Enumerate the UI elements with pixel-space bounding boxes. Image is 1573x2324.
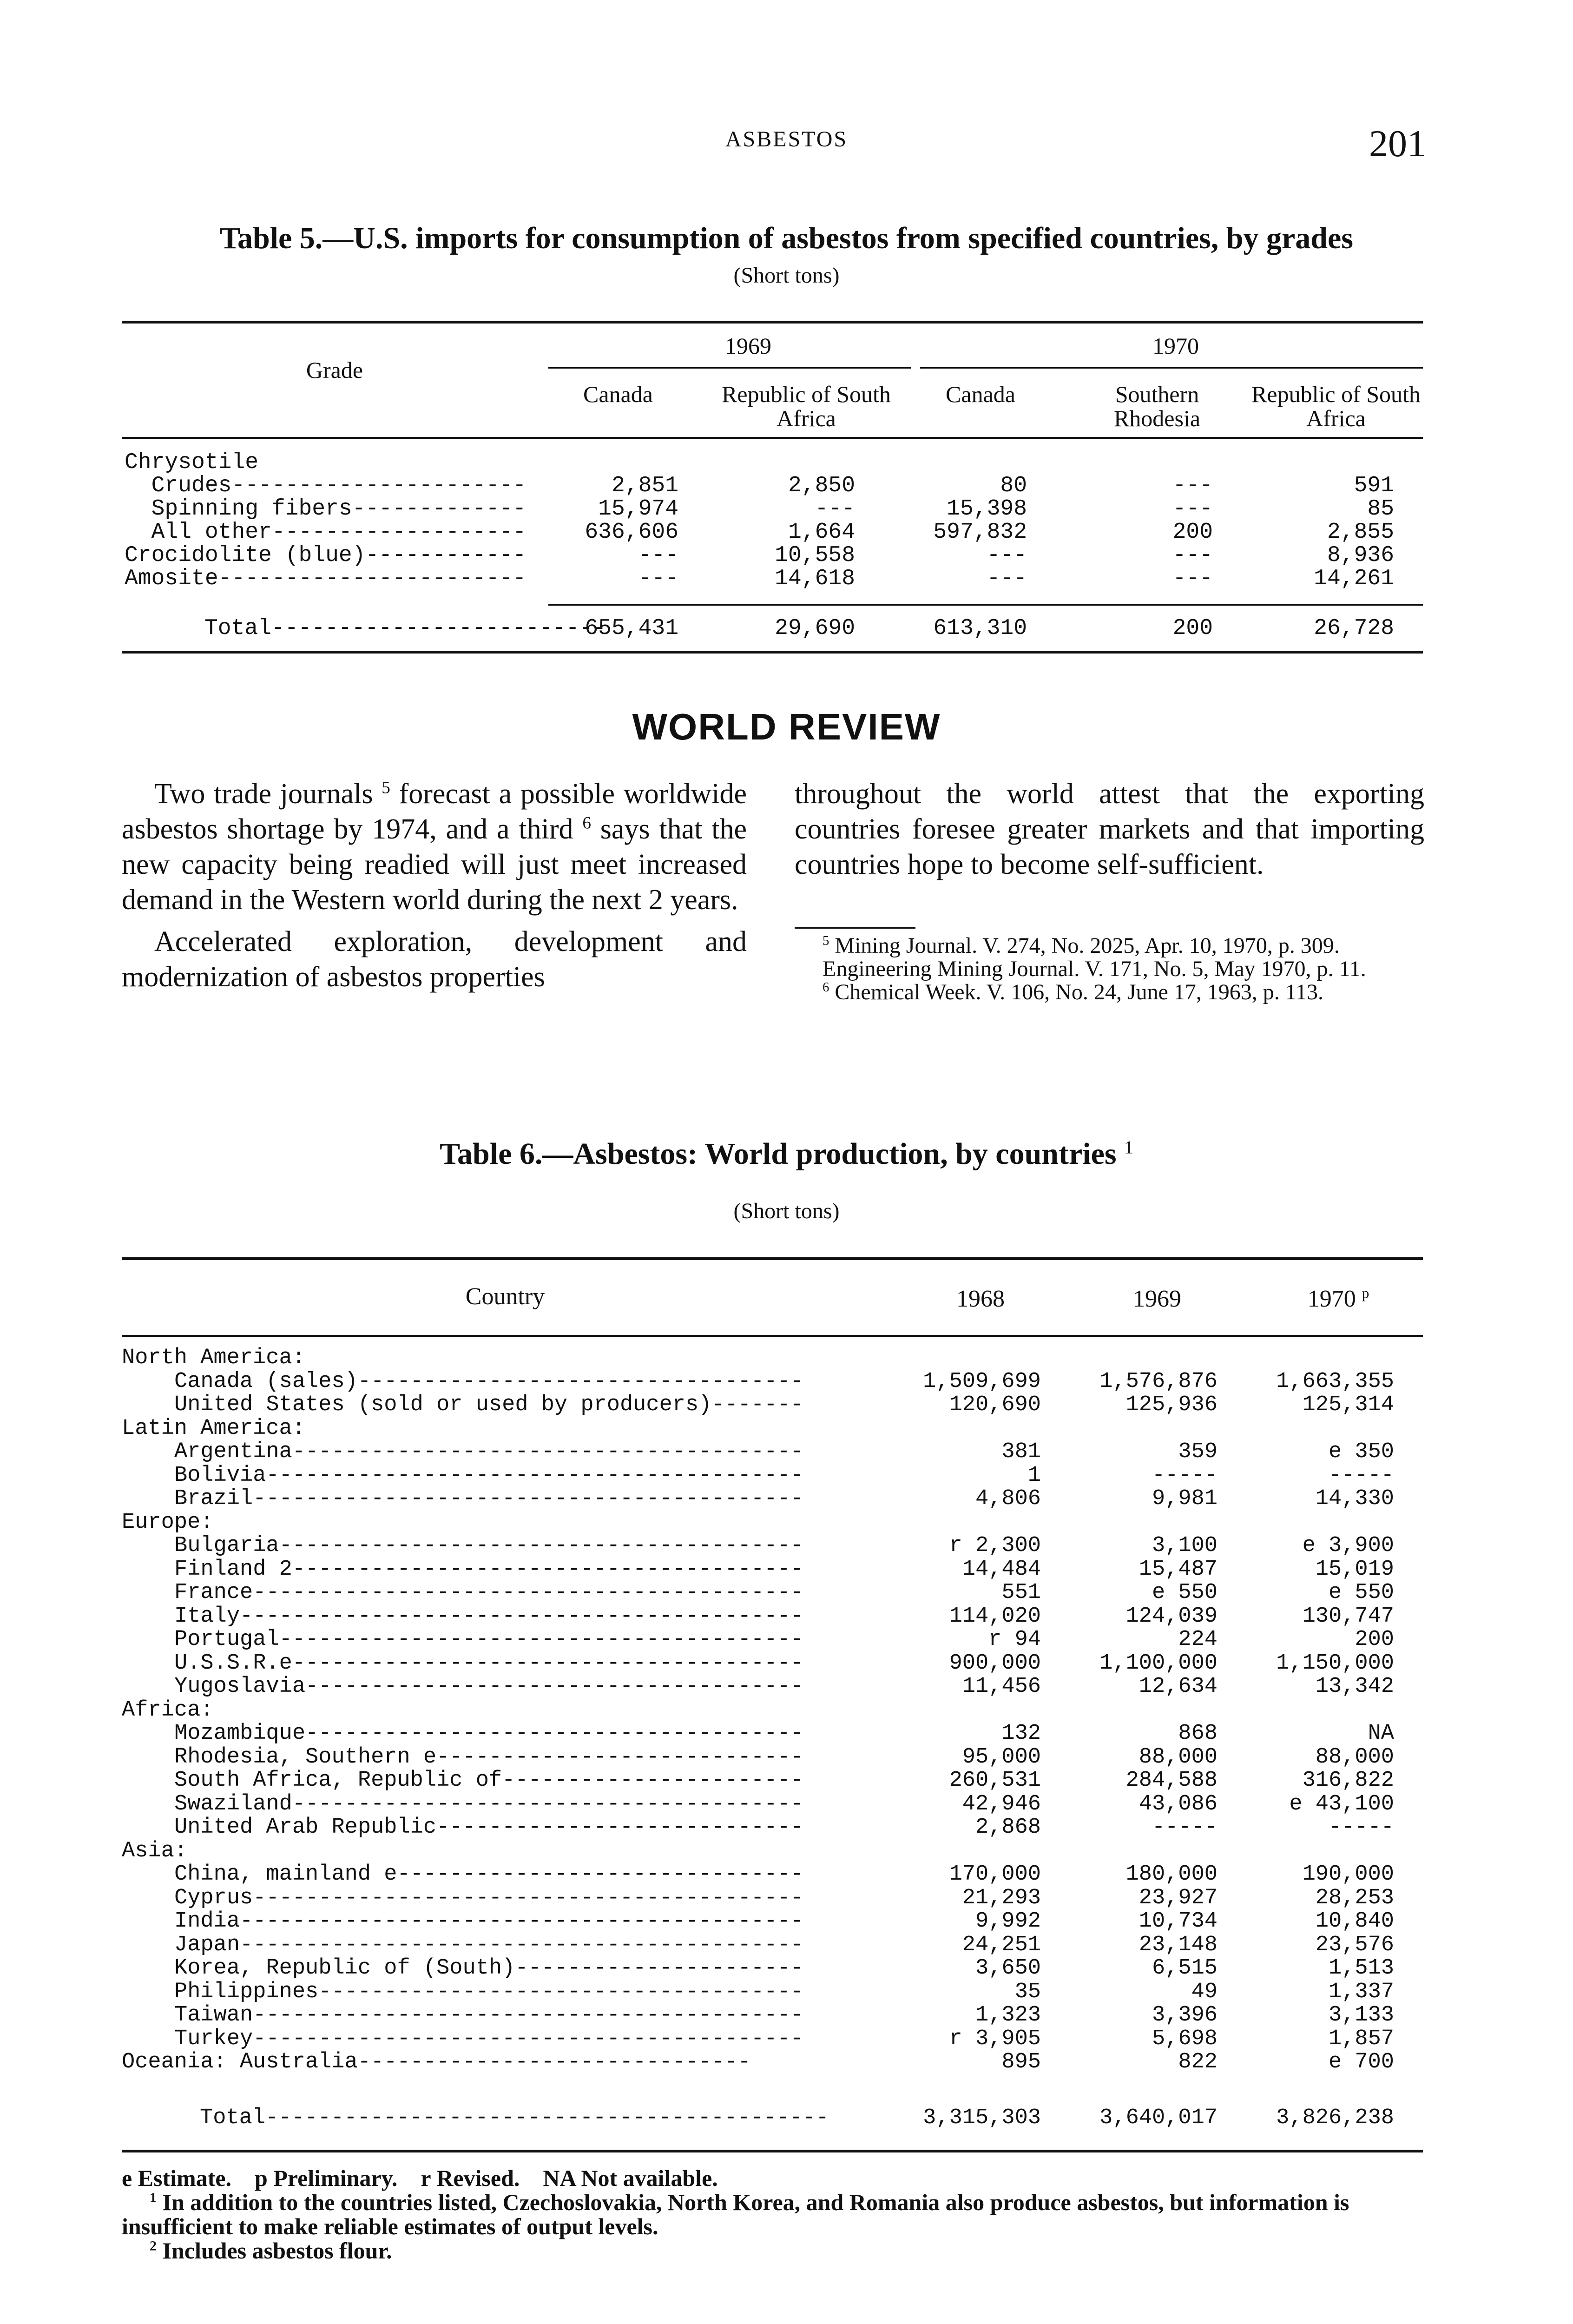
- table5-cell: 80: [1000, 473, 1027, 498]
- note-1-text: In addition to the countries listed, Czechoslovakia, North Korea, and Romania also produce asbestos, but information is insufficient to make reliable estimates of output levels.: [122, 2189, 1349, 2239]
- table6-cell: 5,698: [1152, 2026, 1218, 2051]
- table6-cell: 24,251: [962, 1932, 1041, 1957]
- footnotes: [795, 934, 1424, 1004]
- table6-cell: -----: [1152, 1463, 1218, 1488]
- table6-cell: 868: [1178, 1721, 1218, 1746]
- table6-cell: e 43,100: [1289, 1791, 1394, 1816]
- table6-cell: 260,531: [949, 1768, 1041, 1793]
- table6-cell: 23,576: [1315, 1932, 1394, 1957]
- table5-row-label: Spinning fibers-------------: [125, 496, 527, 522]
- table6-row-label: Mozambique--------------------------------------: [174, 1721, 803, 1746]
- table5-top-rule: [122, 321, 1423, 324]
- table6-cell: 124,039: [1125, 1604, 1218, 1629]
- table6-row-label: Yugoslavia--------------------------------------: [174, 1674, 803, 1699]
- table5-cell: 85: [1367, 496, 1394, 522]
- table6-cell: 200: [1355, 1627, 1394, 1652]
- table6-cell: e 550: [1328, 1580, 1394, 1605]
- preliminary-mark: p: [1362, 1285, 1369, 1301]
- table5-row-label: Crocidolite (blue)------------: [125, 543, 527, 568]
- table6-cell: r 2,300: [949, 1533, 1041, 1558]
- table6-row-label: Turkey------------------------------------------: [174, 2026, 803, 2051]
- table5-total-rule: [548, 604, 1423, 606]
- table6-total-cell: 3,315,303: [923, 2106, 1041, 2130]
- footnote-6-text: Chemical Week. V. 106, No. 24, June 17, 1963, p. 113.: [835, 980, 1324, 1004]
- leader-dots: ------------------------------: [357, 2050, 751, 2074]
- table6-cell: 14,484: [962, 1557, 1041, 1582]
- table6-row-label: Asia:: [122, 1838, 188, 1863]
- table6-cell: 28,253: [1315, 1885, 1394, 1910]
- table6-col-1969: 1969: [1133, 1286, 1181, 1312]
- table6-cell: 1,663,355: [1276, 1369, 1394, 1394]
- table6-cell: 359: [1178, 1439, 1218, 1464]
- table6-row-label: Oceania: Australia------------------------------: [122, 2050, 751, 2074]
- footnote-ref-6: 6: [582, 813, 591, 833]
- leader-dots: -------: [711, 1393, 803, 1417]
- footnote-6-mark: 6: [823, 980, 829, 995]
- leader-dots: -------------------------------------------: [240, 1932, 803, 1957]
- leader-dots: -----------------------: [502, 1768, 803, 1793]
- leader-dots: ------------------------------------------: [253, 2003, 803, 2027]
- leader-dots: -------------------------: [271, 616, 606, 641]
- table6-title-text: Table 6.—Asbestos: World production, by countries: [440, 1137, 1117, 1171]
- table5-cell: 597,832: [933, 520, 1027, 545]
- table5-col-rsa-1969: Republic of South Africa: [722, 381, 891, 431]
- table6-cell: 170,000: [949, 1862, 1041, 1887]
- table6-cell: e 550: [1152, 1580, 1218, 1605]
- table5-total-cell: 26,728: [1314, 616, 1394, 641]
- table6-cell: 15,487: [1139, 1557, 1218, 1582]
- table5-cell: ---: [638, 566, 678, 591]
- table6-cell: 316,822: [1302, 1768, 1394, 1793]
- leader-dots: ----------------------------: [436, 1744, 803, 1769]
- footnote-6: [795, 981, 1424, 1004]
- table6-row-label: Japan-------------------------------------------: [174, 1932, 803, 1957]
- table5-cell: 15,974: [598, 496, 678, 522]
- table6-row-label: Philippines-------------------------------------: [174, 1979, 803, 2004]
- leader-dots: ----------------------------------: [357, 1369, 803, 1394]
- table6-cell: 381: [1001, 1439, 1041, 1464]
- table6-cell: 43,086: [1139, 1791, 1218, 1816]
- leader-dots: ----------------------: [515, 1956, 803, 1981]
- table5-cell: ---: [1172, 496, 1213, 522]
- table6-row-label: United States (sold or used by producers)-------: [174, 1393, 803, 1417]
- leader-dots: ---------------------------------------: [292, 1439, 803, 1464]
- leader-dots: --------------------------------------: [305, 1721, 803, 1746]
- table5-cell: ---: [987, 566, 1027, 591]
- leader-dots: ------------------------------------------: [253, 1486, 803, 1511]
- right-paragraph-1: throughout the world attest that the exporting countries foresee greater markets and that importing countries hope to become self-sufficient.: [795, 778, 1424, 880]
- table6-cell: 822: [1178, 2050, 1218, 2074]
- table5-total-cell: 613,310: [933, 616, 1027, 641]
- table5-year-1970: 1970: [1152, 333, 1199, 359]
- table6-cell: 1,100,000: [1099, 1651, 1218, 1676]
- table6-col-country: Country: [465, 1283, 545, 1310]
- table5-cell: 200: [1172, 520, 1213, 545]
- table6-row-label: Cyprus------------------------------------------: [174, 1885, 803, 1910]
- table6-cell: 900,000: [949, 1651, 1041, 1676]
- table6-cell: 10,840: [1315, 1909, 1394, 1934]
- table5-cell: 10,558: [775, 543, 855, 568]
- table6-cell: 180,000: [1125, 1862, 1218, 1887]
- footnote-5: [795, 934, 1424, 957]
- leader-dots: -------------------------------------------: [240, 1604, 803, 1629]
- leader-dots: -------------------------------------------: [265, 2106, 829, 2130]
- table6-row-label: Brazil------------------------------------------: [174, 1486, 803, 1511]
- table5-cell: 14,261: [1314, 566, 1394, 591]
- table6-row-label: Finland 2---------------------------------------: [174, 1557, 803, 1582]
- right-column: [795, 776, 1424, 882]
- table5-bottom-rule: [122, 651, 1423, 654]
- leader-dots: ------------------------------------------: [253, 1885, 803, 1910]
- table6-cell: 11,456: [962, 1674, 1041, 1699]
- table6-cell: 3,133: [1328, 2003, 1394, 2027]
- table5-cell: ---: [1172, 473, 1213, 498]
- table5-row-label: Chrysotile: [125, 450, 259, 475]
- table6-row-label: Canada (sales)----------------------------------: [174, 1369, 803, 1394]
- table6-total-cell: 3,826,238: [1276, 2106, 1394, 2130]
- table6-cell: -----: [1328, 1815, 1394, 1840]
- table6-cell: 125,314: [1302, 1393, 1394, 1417]
- table6-col-1968: 1968: [956, 1286, 1005, 1312]
- note-1-mark: 1: [150, 2190, 157, 2205]
- table6-row-label: Argentina---------------------------------------: [174, 1439, 803, 1464]
- leader-dots: -----------------------------------------: [266, 1463, 803, 1488]
- left-paragraph-2: Accelerated exploration, development and modernization of asbestos properties: [122, 926, 747, 993]
- leader-dots: -------------------------------------: [318, 1979, 803, 2004]
- table6-cell: 6,515: [1152, 1956, 1218, 1981]
- table6-row-label: Taiwan------------------------------------------: [174, 2003, 803, 2027]
- leader-dots: -------------------------------: [397, 1862, 803, 1887]
- table6-row-label: France------------------------------------------: [174, 1580, 803, 1605]
- table5-cell: 2,851: [611, 473, 678, 498]
- table6-row-label: Bulgaria----------------------------------------: [174, 1533, 803, 1558]
- table5-cell: 1,664: [788, 520, 855, 545]
- table6-top-rule: [122, 1257, 1423, 1260]
- note-2: [122, 2238, 1414, 2263]
- left-paragraph-1: [122, 776, 747, 918]
- table6-title-ref: 1: [1124, 1137, 1133, 1157]
- table6-row-label: Latin America:: [122, 1416, 305, 1441]
- table6-row-label: India-------------------------------------------: [174, 1909, 803, 1934]
- table6-cell: 10,734: [1139, 1909, 1218, 1934]
- table5-cell: 2,850: [788, 473, 855, 498]
- note-2-text: Includes asbestos flour.: [162, 2238, 392, 2264]
- table5-subtitle: (Short tons): [733, 263, 840, 288]
- table6-row-label: Europe:: [122, 1510, 214, 1535]
- table5-total-cell: 200: [1172, 616, 1213, 641]
- table6-cell: 4,806: [975, 1486, 1041, 1511]
- table6-cell: 3,650: [975, 1956, 1041, 1981]
- table6-cell: r 94: [988, 1627, 1041, 1652]
- table6-cell: 1,576,876: [1099, 1369, 1218, 1394]
- leader-dots: -------------------------------------------: [240, 1909, 803, 1934]
- table5-cell: ---: [987, 543, 1027, 568]
- table6-cell: e 700: [1328, 2050, 1394, 2074]
- table6-cell: NA: [1368, 1721, 1394, 1746]
- table6-cell: 12,634: [1139, 1674, 1218, 1699]
- table6-row-label: Swaziland---------------------------------------: [174, 1791, 803, 1816]
- leader-dots: ---------------------------------------: [292, 1557, 803, 1582]
- table6-subtitle: (Short tons): [733, 1199, 840, 1223]
- footnote-5-mark: 5: [823, 933, 829, 948]
- table5-title: Table 5.—U.S. imports for consumption of asbestos from specified countries, by grades: [219, 221, 1353, 255]
- table6-cell: 21,293: [962, 1885, 1041, 1910]
- table6-cell: 42,946: [962, 1791, 1041, 1816]
- table6-cell: 15,019: [1315, 1557, 1394, 1582]
- table6-cell: 23,148: [1139, 1932, 1218, 1957]
- table5-total-label: Total-------------------------: [204, 616, 606, 641]
- table6-cell: 1,857: [1328, 2026, 1394, 2051]
- table6-cell: 1,509,699: [923, 1369, 1041, 1394]
- table6-cell: 88,000: [1315, 1744, 1394, 1769]
- table6-total-cell: 3,640,017: [1099, 2106, 1218, 2130]
- table5-cell: 14,618: [775, 566, 855, 591]
- table6-cell: 551: [1001, 1580, 1041, 1605]
- table5-1969-rule: [548, 367, 911, 369]
- table6-cell: e 350: [1328, 1439, 1394, 1464]
- leader-dots: -------------: [352, 496, 527, 522]
- table6-row-label: Korea, Republic of (South)----------------------: [174, 1956, 803, 1981]
- table6-cell: e 3,900: [1302, 1533, 1394, 1558]
- table5-col-canada-1969: Canada: [583, 381, 653, 407]
- table6-cell: 3,396: [1152, 2003, 1218, 2027]
- table6-cell: r 3,905: [949, 2026, 1041, 2051]
- table5-cell: 591: [1354, 473, 1394, 498]
- table6-cell: 132: [1001, 1721, 1041, 1746]
- table6-notes: [122, 2166, 1414, 2263]
- table6-row-label: United Arab Republic----------------------------: [174, 1815, 803, 1840]
- table6-cell: 1,513: [1328, 1956, 1394, 1981]
- table6-col-1970: [1269, 1285, 1408, 1313]
- table6-cell: 2,868: [975, 1815, 1041, 1840]
- left-p1-c: says that the new capacity being readied will just meet increased demand in the Western world during the next 2 years.: [122, 813, 747, 916]
- table5-total-cell: 29,690: [775, 616, 855, 641]
- footnote-5b: Engineering Mining Journal. V. 171, No. 5, May 1970, p. 11.: [823, 957, 1366, 981]
- table5-year-1969: 1969: [725, 333, 771, 359]
- table6-cell: 49: [1191, 1979, 1218, 2004]
- table6-cell: 14,330: [1315, 1486, 1394, 1511]
- table6-cell: 23,927: [1139, 1885, 1218, 1910]
- table6-cell: 224: [1178, 1627, 1218, 1652]
- table6-title: [0, 1136, 1573, 1172]
- table6-cell: 1,337: [1328, 1979, 1394, 2004]
- note-2-mark: 2: [150, 2238, 157, 2254]
- leader-dots: ----------------------: [231, 473, 527, 498]
- table6-row-label: South Africa, Republic of-----------------------: [174, 1768, 803, 1793]
- table6-bottom-rule: [122, 2150, 1423, 2152]
- table6-cell: 35: [1014, 1979, 1041, 2004]
- leader-dots: ------------: [365, 543, 527, 568]
- table6-cell: 9,981: [1152, 1486, 1218, 1511]
- table5-grade-header: Grade: [306, 357, 363, 383]
- leader-dots: ----------------------------------------: [279, 1627, 803, 1652]
- table6-header-rule: [122, 1335, 1423, 1337]
- table6-cell: -----: [1152, 1815, 1218, 1840]
- table5-cell: ---: [1172, 543, 1213, 568]
- left-column: [122, 776, 747, 995]
- table6-row-label: Italy-------------------------------------------: [174, 1604, 803, 1629]
- leader-dots: --------------------------------------: [305, 1674, 803, 1699]
- table5-cell: 8,936: [1327, 543, 1394, 568]
- table5-1970-rule: [920, 367, 1423, 369]
- leader-dots: ------------------------------------------: [253, 2026, 803, 2051]
- leader-dots: -----------------------: [218, 566, 527, 591]
- left-p1-b: forecast a possible worldwide asbestos shortage by 1974, and a third: [122, 778, 747, 845]
- table5-col-canada-1970: Canada: [946, 381, 1015, 407]
- note-1: [122, 2190, 1414, 2238]
- leader-dots: ----------------------------: [436, 1815, 803, 1840]
- table5-header-rule: [122, 437, 1423, 439]
- table5-row-label: All other-------------------: [125, 520, 527, 545]
- notes-legend: e Estimate. p Preliminary. r Revised. NA Not available.: [122, 2165, 718, 2191]
- table5-cell: 2,855: [1327, 520, 1394, 545]
- table6-cell: 95,000: [962, 1744, 1041, 1769]
- table6-row-label: Rhodesia, Southern e----------------------------: [174, 1744, 803, 1769]
- table6-cell: 88,000: [1139, 1744, 1218, 1769]
- leader-dots: ---------------------------------------: [292, 1791, 803, 1816]
- footnote-5-text: Mining Journal. V. 274, No. 2025, Apr. 10, 1970, p. 309.: [835, 933, 1340, 958]
- table6-col-1970-year: 1970: [1307, 1286, 1356, 1312]
- table5-cell: 636,606: [585, 520, 678, 545]
- table5-row-label: Amosite-----------------------: [125, 566, 527, 591]
- table6-cell: 120,690: [949, 1393, 1041, 1417]
- table6-row-label: Africa:: [122, 1697, 214, 1723]
- table5-col-rhodesia-1970: Southern Rhodesia: [1113, 381, 1201, 431]
- table6-cell: 3,100: [1152, 1533, 1218, 1558]
- table6-cell: 130,747: [1302, 1604, 1394, 1629]
- leader-dots: -------------------: [271, 520, 527, 545]
- footnote-ref-5: 5: [382, 778, 390, 798]
- table6-cell: 125,936: [1125, 1393, 1218, 1417]
- leader-dots: ----------------------------------------: [279, 1533, 803, 1558]
- table5-cell: 15,398: [947, 496, 1027, 522]
- table6-cell: 9,992: [975, 1909, 1041, 1934]
- table6-cell: 1: [1027, 1463, 1041, 1488]
- table5-cell: ---: [815, 496, 855, 522]
- table6-cell: -----: [1328, 1463, 1394, 1488]
- table5-cell: ---: [1172, 566, 1213, 591]
- left-p1-a: Two trade journals: [154, 778, 373, 810]
- table6-cell: 284,588: [1125, 1768, 1218, 1793]
- world-review-heading: WORLD REVIEW: [632, 706, 941, 747]
- table6-total-label: Total-------------------------------------------: [200, 2106, 829, 2130]
- table6-cell: 1,323: [975, 2003, 1041, 2027]
- footnote-rule: [795, 927, 915, 929]
- page-number: 201: [1369, 122, 1426, 165]
- leader-dots: ------------------------------------------: [253, 1580, 803, 1605]
- table5-col-rsa-1970: Republic of South Africa: [1251, 381, 1421, 431]
- table6-row-label: Portugal----------------------------------------: [174, 1627, 803, 1652]
- table6-row-label: U.S.S.R.e---------------------------------------: [174, 1651, 803, 1676]
- table6-cell: 114,020: [949, 1604, 1041, 1629]
- table5-total-cell: 655,431: [585, 616, 678, 641]
- table6-row-label: Bolivia-----------------------------------------: [174, 1463, 803, 1488]
- running-head: ASBESTOS: [725, 127, 848, 152]
- table6-row-label: China, mainland e-------------------------------: [174, 1862, 803, 1887]
- table6-cell: 895: [1001, 2050, 1041, 2074]
- table6-row-label: North America:: [122, 1346, 305, 1370]
- table6-cell: 13,342: [1315, 1674, 1394, 1699]
- table6-cell: 190,000: [1302, 1862, 1394, 1887]
- leader-dots: ---------------------------------------: [292, 1651, 803, 1676]
- table6-cell: 1,150,000: [1276, 1651, 1394, 1676]
- table5-row-label: Crudes----------------------: [125, 473, 527, 498]
- table5-cell: ---: [638, 543, 678, 568]
